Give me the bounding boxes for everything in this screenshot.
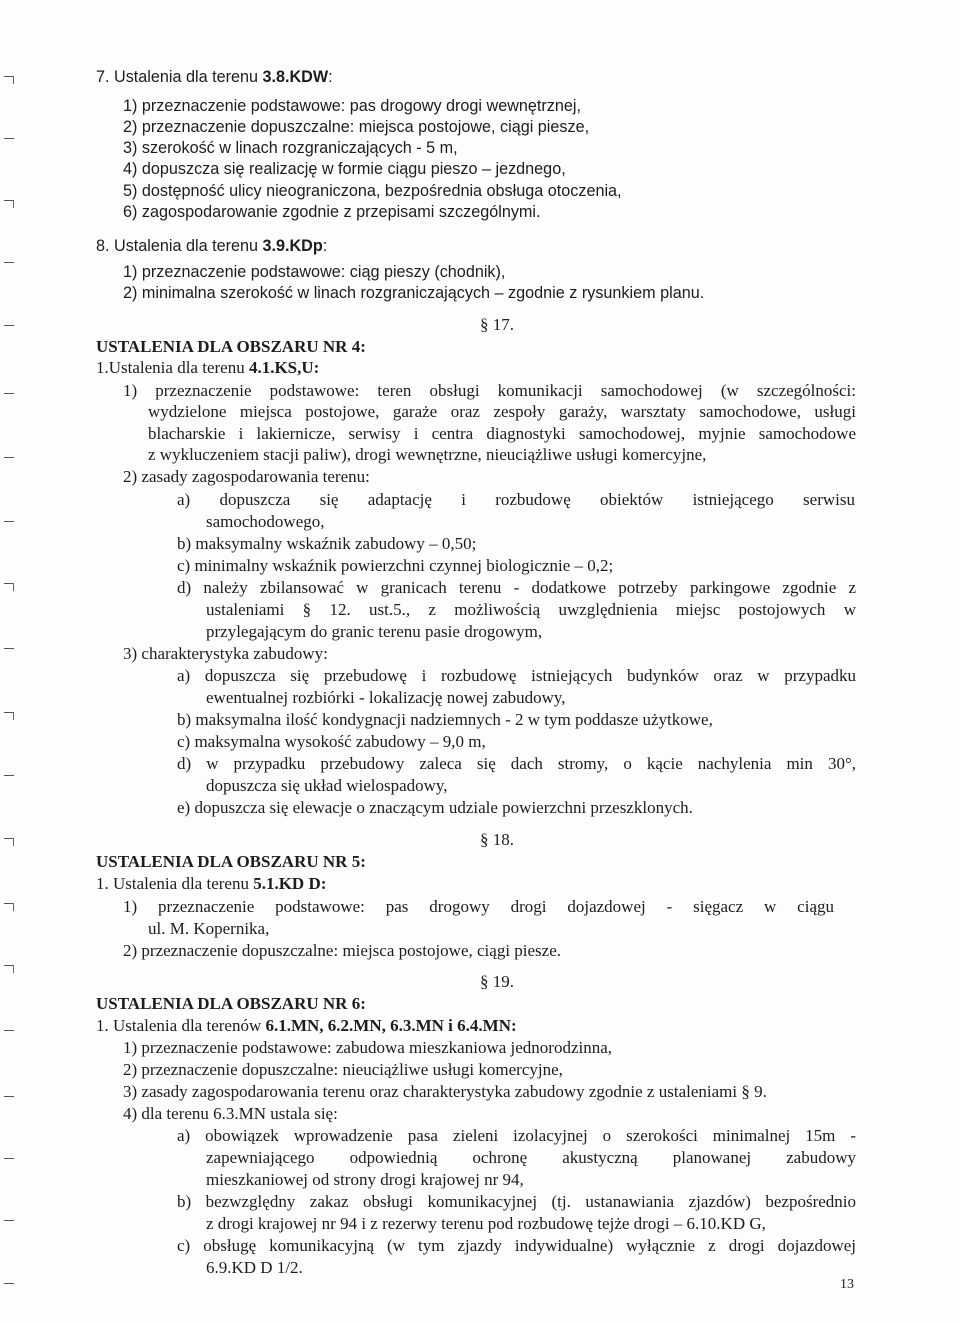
page-number: 13 bbox=[840, 1277, 854, 1292]
paragraph-number: § 19. bbox=[480, 972, 514, 991]
sub-list-item-continuation: ustaleniami § 12. ust.5., z możliwością uwzględnienia miejsc postojowych w bbox=[206, 600, 856, 619]
sub-list-item: d) należy zbilansować w granicach terenu - dodatkowe potrzeby parkingowe zgodnie z bbox=[177, 578, 856, 597]
paragraph-number: § 18. bbox=[480, 830, 514, 849]
sub-list-item: c) maksymalna wysokość zabudowy – 9,0 m, bbox=[177, 732, 486, 751]
list-item: 3) zasady zagospodarowania terenu oraz charakterystyka zabudowy zgodnie z ustaleniami § 9. bbox=[123, 1082, 767, 1101]
heading-colon: : bbox=[328, 68, 333, 86]
scan-mark bbox=[4, 712, 14, 713]
scan-mark bbox=[4, 393, 14, 394]
area-symbol: 4.1.KS,U: bbox=[248, 358, 320, 377]
scan-mark bbox=[4, 775, 14, 776]
list-item: 2) zasady zagospodarowania terenu: bbox=[123, 467, 370, 486]
sub-list-item-continuation: mieszkaniowej od strony drogi krajowej nr 94, bbox=[206, 1170, 524, 1189]
list-item: 5) dostępność ulicy nieograniczona, bezpośrednia obsługa otoczenia, bbox=[123, 182, 622, 200]
scan-mark bbox=[4, 903, 14, 904]
sub-list-item-continuation: dopuszcza się układ wielospadowy, bbox=[206, 776, 448, 795]
scan-mark bbox=[4, 1030, 14, 1031]
sub-list-item: a) dopuszcza się adaptację i rozbudowę obiektów istniejącego serwisu bbox=[177, 490, 855, 509]
list-item: 4) dla terenu 6.3.MN ustala się: bbox=[123, 1104, 338, 1123]
scan-mark bbox=[4, 583, 14, 584]
sub-list-item-continuation: 6.9.KD D 1/2. bbox=[206, 1258, 303, 1277]
list-item-continuation: blacharskie i lakiernicze, serwisy i centra diagnostyki samochodowej, myjnie samochodowe bbox=[148, 424, 856, 443]
sub-list-item: d) w przypadku przebudowy zaleca się dach stromy, o kącie nachylenia min 30°, bbox=[177, 754, 856, 773]
heading-text: 1.Ustalenia dla terenu bbox=[96, 358, 249, 377]
heading-text: 7. Ustalenia dla terenu bbox=[96, 68, 263, 86]
scan-mark bbox=[4, 1096, 14, 1097]
list-item-continuation: wydzielone miejsca postojowe, garaże oraz zespoły garaży, warsztaty samochodowe, usługi bbox=[148, 402, 856, 421]
sub-list-item: c) minimalny wskaźnik powierzchni czynnej biologicznie – 0,2; bbox=[177, 556, 614, 575]
list-item: 1) przeznaczenie podstawowe: ciąg pieszy (chodnik), bbox=[123, 263, 506, 281]
scan-mark bbox=[4, 262, 14, 263]
sub-list-item-continuation: samochodowego, bbox=[206, 512, 325, 531]
scan-mark bbox=[4, 76, 14, 77]
area-heading: USTALENIA DLA OBSZARU NR 6: bbox=[96, 994, 366, 1013]
area-symbol: 3.9.KDp bbox=[262, 237, 323, 255]
sub-list-item-continuation: z drogi krajowej nr 94 i z rezerwy terenu pod rozbudowę tejże drogi – 6.10.KD G, bbox=[206, 1214, 766, 1233]
list-item: 3) szerokość w linach rozgraniczających - 5 m, bbox=[123, 139, 458, 157]
scan-mark bbox=[4, 1283, 14, 1284]
heading-text: 8. Ustalenia dla terenu bbox=[96, 237, 263, 255]
list-item: 1) przeznaczenie podstawowe: zabudowa mieszkaniowa jednorodzinna, bbox=[123, 1038, 613, 1057]
sub-list-item: b) maksymalna ilość kondygnacji nadziemnych - 2 w tym poddasze użytkowe, bbox=[177, 710, 713, 729]
scan-mark bbox=[4, 521, 14, 522]
area-heading: USTALENIA DLA OBSZARU NR 5: bbox=[96, 852, 366, 871]
scan-mark bbox=[4, 648, 14, 649]
scan-mark bbox=[4, 200, 14, 201]
sub-list-item: b) bezwzględny zakaz obsługi komunikacyjnej (tj. ustanawiania zjazdów) bezpośrednio bbox=[177, 1192, 856, 1211]
area-symbol: 3.8.KDW bbox=[262, 68, 329, 86]
list-item: 1) przeznaczenie podstawowe: pas drogowy drogi wewnętrznej, bbox=[123, 97, 581, 115]
area-subheading bbox=[96, 873, 326, 894]
list-item: 1) przeznaczenie podstawowe: pas drogowy drogi dojazdowej - sięgacz w ciągu bbox=[123, 897, 834, 916]
sub-list-item: c) obsługę komunikacyjną (w tym zjazdy indywidualne) wyłącznie z drogi dojazdowej bbox=[177, 1236, 856, 1255]
list-item: 1) przeznaczenie podstawowe: teren obsługi komunikacji samochodowej (w szczególności: bbox=[123, 381, 856, 400]
scan-mark bbox=[4, 325, 14, 326]
sub-list-item-continuation: przylegającym do granic terenu pasie drogowym, bbox=[206, 622, 543, 641]
sub-list-item-continuation: zapewniającego odpowiednią ochronę akustyczną planowanej zabudowy bbox=[206, 1148, 856, 1167]
list-item: 2) przeznaczenie dopuszczalne: miejsca postojowe, ciągi piesze. bbox=[123, 941, 562, 960]
heading-text: 1. Ustalenia dla terenów bbox=[96, 1016, 266, 1035]
list-item: 6) zagospodarowanie zgodnie z przepisami szczególnymi. bbox=[123, 203, 541, 221]
area-symbol: 6.1.MN, 6.2.MN, 6.3.MN i 6.4.MN: bbox=[265, 1016, 517, 1035]
scan-mark bbox=[4, 1158, 14, 1159]
area-subheading bbox=[96, 357, 319, 378]
scan-mark bbox=[4, 1220, 14, 1221]
section-7-heading bbox=[96, 67, 333, 88]
scan-mark bbox=[4, 457, 14, 458]
sub-list-item: b) maksymalny wskaźnik zabudowy – 0,50; bbox=[177, 534, 477, 553]
list-item: 2) minimalna szerokość w linach rozgraniczających – zgodnie z rysunkiem planu. bbox=[123, 284, 705, 302]
sub-list-item: e) dopuszcza się elewacje o znaczącym udziale powierzchni przeszklonych. bbox=[177, 798, 693, 817]
area-heading: USTALENIA DLA OBSZARU NR 4: bbox=[96, 337, 366, 356]
sub-list-item: a) dopuszcza się przebudowę i rozbudowę istniejących budynków oraz w przypadku bbox=[177, 666, 856, 685]
list-item: 2) przeznaczenie dopuszczalne: nieuciążliwe usługi komercyjne, bbox=[123, 1060, 563, 1079]
list-item: 2) przeznaczenie dopuszczalne: miejsca postojowe, ciągi piesze, bbox=[123, 118, 590, 136]
sub-list-item: a) obowiązek wprowadzenie pasa zieleni izolacyjnej o szerokości minimalnej 15m - bbox=[177, 1126, 856, 1145]
heading-colon: : bbox=[322, 237, 328, 255]
list-item-continuation: ul. M. Kopernika, bbox=[148, 919, 270, 938]
list-item-continuation: z wykluczeniem stacji paliw), drogi wewnętrzne, nieuciążliwe usługi komercyjne, bbox=[148, 445, 707, 464]
paragraph-number: § 17. bbox=[480, 315, 514, 334]
area-subheading bbox=[96, 1015, 517, 1036]
scan-mark bbox=[4, 838, 14, 839]
scan-mark bbox=[4, 965, 14, 966]
section-8-heading bbox=[96, 236, 327, 257]
sub-list-item-continuation: ewentualnej rozbiórki - lokalizację nowej zabudowy, bbox=[206, 688, 566, 707]
area-symbol: 5.1.KD D: bbox=[253, 874, 327, 893]
list-item: 3) charakterystyka zabudowy: bbox=[123, 644, 328, 663]
list-item: 4) dopuszcza się realizację w formie ciągu pieszo – jezdnego, bbox=[123, 160, 566, 178]
scan-mark bbox=[4, 138, 14, 139]
heading-text: 1. Ustalenia dla terenu bbox=[96, 874, 254, 893]
